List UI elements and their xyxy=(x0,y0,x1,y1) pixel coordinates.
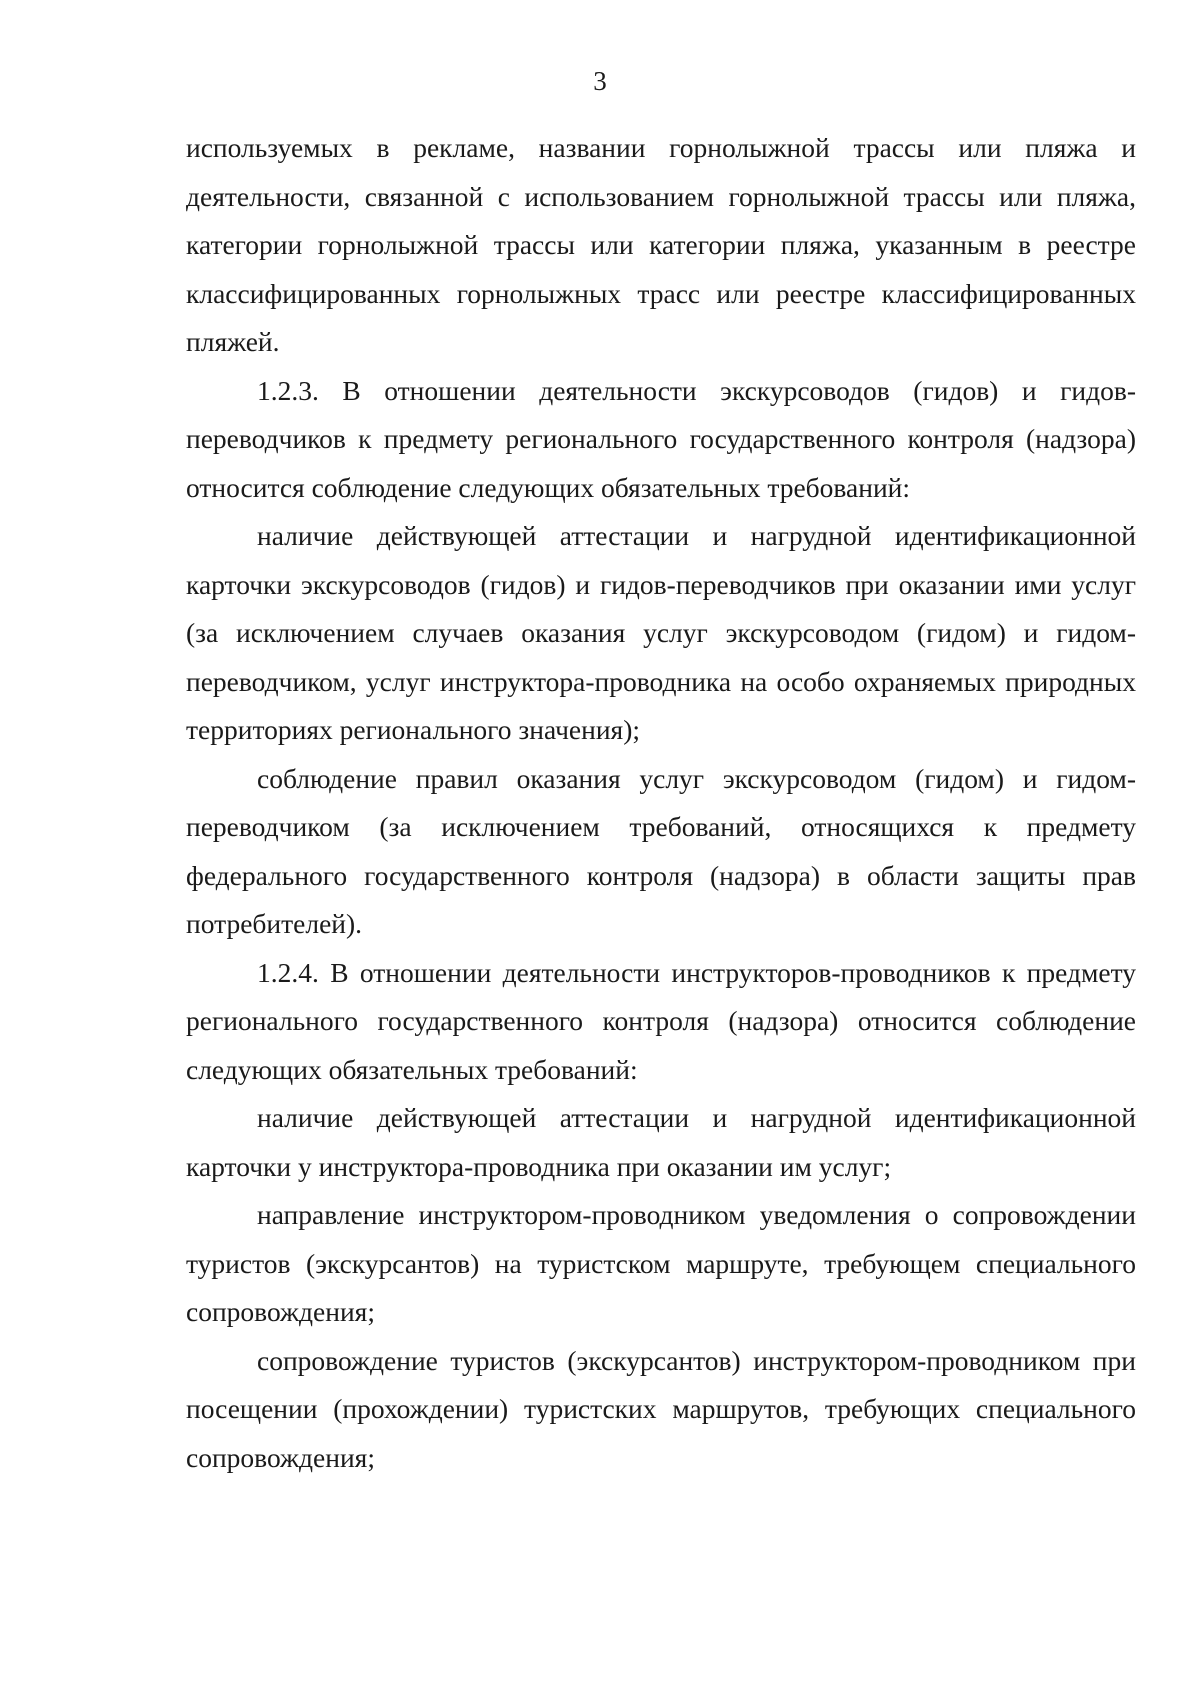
document-body xyxy=(186,124,1136,1482)
paragraph-instructor-escort: сопровождение туристов (экскурсантов) инструктором-проводником при посещении (прохождении) туристских маршрутов, требующих специального сопровождения; xyxy=(186,1344,1136,1473)
paragraph-1-2-4: 1.2.4. В отношении деятельности инструкторов-проводников к предмету регионального государственного контроля (надзора) относится соблюдение следующих обязательных требований: xyxy=(186,956,1136,1085)
paragraph-instructor-attestation: наличие действующей аттестации и нагрудной идентификационной карточки у инструктора-проводника при оказании им услуг; xyxy=(186,1102,1136,1182)
paragraph-1-2-3: 1.2.3. В отношении деятельности экскурсоводов (гидов) и гидов-переводчиков к предмету регионального государственного контроля (надзора) относится соблюдение следующих обязательных требований: xyxy=(186,374,1136,503)
page-number: 3 xyxy=(593,66,607,96)
paragraph-continuation: используемых в рекламе, названии горнолыжной трассы или пляжа и деятельности, связанной с использованием горнолыжной трассы или пляжа, категории горнолыжной трассы или категории пляжа, указанным в реестре классифицированных горнолыжных трасс или реестре классифицированных пляжей. xyxy=(186,132,1136,357)
paragraph-guide-rules: соблюдение правил оказания услуг экскурсоводом (гидом) и гидом-переводчиком (за исключением требований, относящихся к предмету федерального государственного контроля (надзора) в области защиты прав потребителей). xyxy=(186,762,1136,939)
paragraph-instructor-notification: направление инструктором-проводником уведомления о сопровождении туристов (экскурсантов) на туристском маршруте, требующем специального сопровождения; xyxy=(186,1199,1136,1327)
paragraph-guide-attestation: наличие действующей аттестации и нагрудной идентификационной карточки экскурсоводов (гидов) и гидов-переводчиков при оказании ими услуг (за исключением случаев оказания услуг экскурсоводом (гидом) и гидом-переводчиком, услуг инструктора-проводника на особо охраняемых природных территориях регионального значения); xyxy=(186,520,1136,745)
